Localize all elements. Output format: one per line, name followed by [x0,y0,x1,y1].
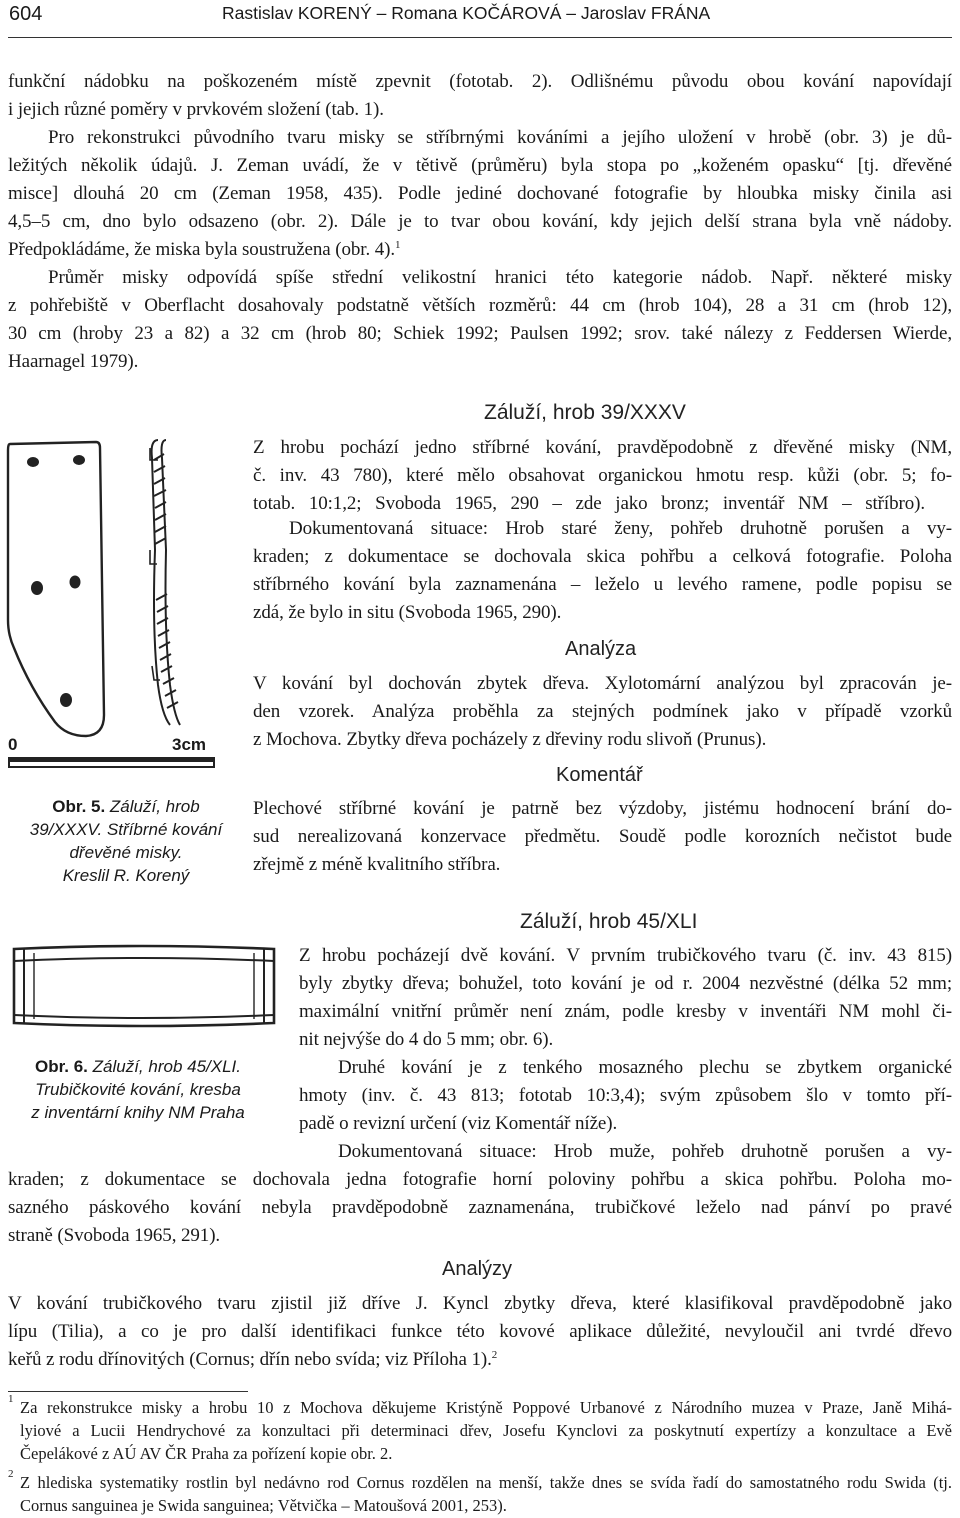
text-line: Dokumentovaná situace: Hrob muže, pohřeb druhotně porušen a vy- [338,1141,952,1162]
footnote-rule [8,1391,248,1392]
running-header-authors: Rastislav KORENÝ – Romana KOČÁROVÁ – Jaroslav FRÁNA [222,3,711,23]
text-line [8,236,400,263]
footnote-line: Za rekonstrukce misky a hrobu 10 z Mochova děkujeme Kristýně Poppové Urbanové z Národního muzea v Praze, Janě Mihá- [20,1398,952,1417]
footnote-ref-2: 2 [491,1349,498,1361]
bowl-fitting-outline [8,442,104,736]
fitting-side-profile [150,440,180,725]
scale-label-3cm: 3cm [172,735,207,754]
subheading-analyza: Analýza [565,638,637,660]
page-number: 604 [9,3,43,25]
text-line: lípu (Tilia), a co je pro další identifikaci funkce této kovové aplikace důležité, nevyloučil ani tvrdé dřevo [8,1321,952,1342]
figure-6-drawing [0,935,290,1035]
text-line: maximální vnitřní průměr není znám, podle kresby v inventáři NM mohl či- [299,1001,952,1022]
figure-6-caption [8,1055,268,1124]
caption-line: Kreslil R. Korený [62,866,190,885]
text-line: i jejich různé poměry v prvkovém složení (tab. 1). [8,99,384,120]
text-line: z pohřebiště v Oberflacht dosahovaly podstatně větších rozměrů: 44 cm (hrob 104), 28 a 31 cm (hrob 12), [8,295,952,316]
text-line: padě o revizní určení (viz Komentář níže). [299,1113,618,1134]
text-line: hmoty (inv. č. 43 813; fototab 10:3,4); svým způsobem šlo v tomto pří- [299,1085,952,1106]
text-line: den vzorek. Analýza proběhla za stejných podmínek jako v případě vzorků [253,701,952,722]
scale-bar [9,758,214,767]
text-line: 30 cm (hroby 23 a 82) a 32 cm (hrob 80; Schiek 1992; Paulsen 1992; srov. také nálezy z Feddersen Wierde, [8,323,952,344]
text-line: ležitých několik údajů. J. Zeman uvádí, že v tětivě (průměru) byla stopa po „koženém opasku“ [tj. dřevěné [8,155,952,176]
text-line: nit nejvýše do 4 do 5 mm; obr. 6). [299,1029,554,1050]
figure-label: Obr. 5. [52,797,106,816]
text-line [8,1346,497,1373]
rivet-holes [27,455,85,707]
text-line: Z hrobu pocházejí dvě kování. V prvním trubičkového tvaru (č. inv. 43 815) [299,945,952,966]
footnote-number: 1 [8,1393,14,1405]
scale-label-zero: 0 [8,735,18,754]
text-line: kraden; z dokumentace se dochovala jedna fotografie horní poloviny pohřbu a skica pohřbu. Poloha mo- [8,1169,952,1190]
caption-line: Trubičkovité kování, kresba [35,1080,241,1099]
text-line: V kování trubičkového tvaru zjistil již dříve J. Kyncl zbytky dřeva, které klasifikoval pravděpodobně jako [8,1293,952,1314]
text-line: straně (Svoboda 1965, 291). [8,1225,221,1246]
tubular-fitting [14,946,274,1026]
subheading-komentar: Komentář [556,764,643,786]
text-line: funkční nádobku na poškozeném místě zpevnit (fototab. 2). Odlišnému původu obou kování napovídají [8,71,952,92]
text-line: totab. 10:1,2; Svoboda 1965, 290 – zde jako bronz; inventář NM – stříbro). [253,493,925,514]
caption-line [14,795,238,818]
text-line: Pro rekonstrukci původního tvaru misky se stříbrnými kováními a jejího uložení v hrobě (obr. 3) je dů- [48,127,952,148]
text-line: Druhé kování je z tenkého mosazného plechu se zbytkem organické [338,1057,952,1078]
caption-text: Záluží, hrob 45/XLI. [87,1057,241,1076]
footnote-line: lyiové a Lucii Hendrychové za konzultaci při determinaci dřev, Josefu Kynclovi za poskytnutí expertízy a konzultace a Evě [20,1421,952,1440]
figure-5-caption [14,795,238,887]
text-line: zdá, že bylo in situ (Svoboda 1965, 290). [253,602,562,623]
caption-line: 39/XXXV. Stříbrné kování [29,820,223,839]
footnote-line: Cornus sanguinea je Swida sanguinea; Větvička – Matoušová 2001, 253). [20,1496,507,1515]
text-line: misce] dlouhá 20 cm (Zeman 1958, 435). Podle jediné dochované fotografie by hloubka misky činila asi [8,183,952,204]
subheading-analyzy: Analýzy [442,1258,513,1280]
text-line: Haarnagel 1979). [8,351,139,372]
text-run: keřů z rodu dřínovitých (Cornus; dřín nebo svída; viz Příloha 1). [8,1349,492,1370]
section-heading-grave-39: Záluží, hrob 39/XXXV [484,401,686,424]
caption-line [8,1055,268,1078]
figure-label: Obr. 6. [34,1057,88,1076]
text-line: č. inv. 43 780), které mělo obsahovat organickou hmotu resp. kůži (obr. 5; fo- [253,465,952,486]
text-line: sazného páskového kování nebyla pravděpodobně zaznamenána, trubičkové leželo nad pánví po pravé [8,1197,952,1218]
footnote-line: Čepelákové z AÚ AV ČR Praha za pořízení kopie obr. 2. [20,1444,393,1463]
text-line: kraden; z dokumentace se dochovala skica pohřbu a celková fotografie. Poloha [253,546,952,567]
footnote-number: 2 [8,1468,14,1480]
text-line: 4,5–5 cm, dno bylo odsazeno (obr. 2). Dále je to tvar obou kování, kdy jejich delší strana byla vně nádoby. [8,211,952,232]
text-line: byly zbytky dřeva; bohužel, toto kování je od r. 2004 nezvěstné (délka 52 mm; [299,973,952,994]
text-line: stříbrného kování byla zaznamenána – leželo u levého ramene, podle popisu se [253,574,952,595]
text-run: Předpokládáme, že miska byla soustružena (obr. 4). [8,239,396,260]
text-line: Dokumentovaná situace: Hrob staré ženy, pohřeb druhotně porušen a vy- [289,518,952,539]
text-line: V kování byl dochován zbytek dřeva. Xylotomární analýzou byl zpracován je- [253,673,952,694]
caption-line: dřevěné misky. [69,843,183,862]
caption-line: z inventární knihy NM Praha [31,1103,245,1122]
section-heading-grave-45: Záluží, hrob 45/XLI [520,910,698,933]
text-line: z Mochova. Zbytky dřeva pocházely z dřeviny rodu slivoň (Prunus). [253,729,767,750]
text-line: Průměr misky odpovídá spíše střední velikostní hranici této kategorie nádob. Např. některé misky [48,267,952,288]
footnote-ref-1: 1 [395,239,401,251]
caption-text: Záluží, hrob [105,797,200,816]
figure-5-drawing [0,430,230,780]
text-line: sud nerealizovaná konzervace předmětu. Soudě podle korozních nečistot bude [253,826,952,847]
text-line: zřejmě z méně kvalitního stříbra. [253,854,501,875]
footnote-line: Z hlediska systematiky rostlin byl nedávno rod Cornus rozdělen na menší, takže dnes se svída řadí do samostatného rodu Swida (tj. [20,1473,952,1492]
text-line: Plechové stříbrné kování je patrně bez výzdoby, jistému hodnocení brání do- [253,798,952,819]
text-line: Z hrobu pochází jedno stříbrné kování, pravděpodobně z dřevěné misky (NM, [253,437,952,458]
header-rule [8,37,952,38]
